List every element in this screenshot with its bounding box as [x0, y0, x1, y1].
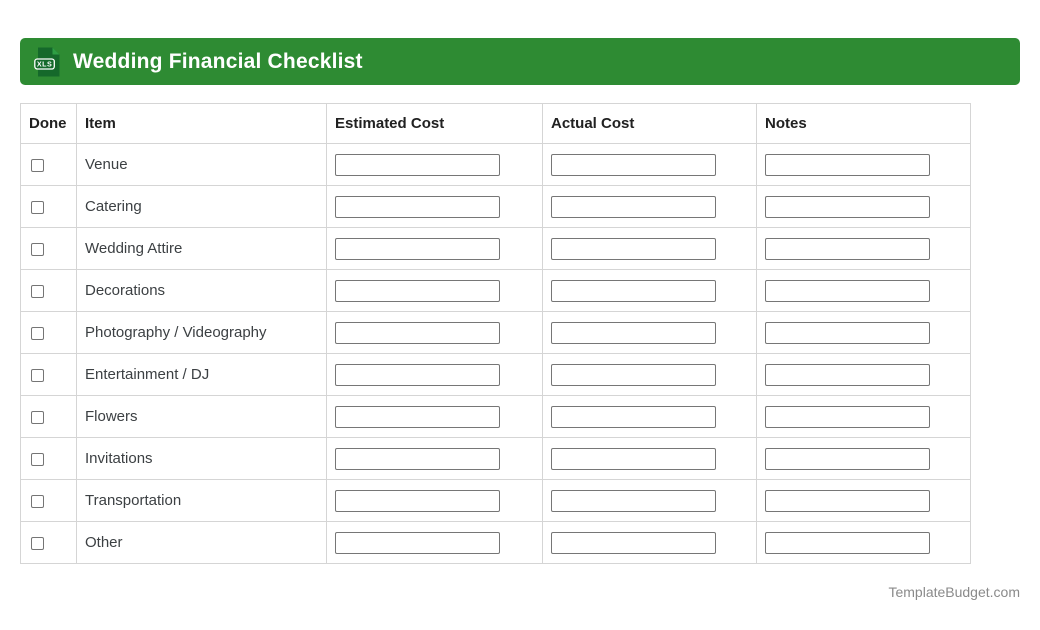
column-header-estimated-cost: Estimated Cost: [327, 104, 543, 144]
notes-cell: [757, 396, 971, 438]
page: [20, 38, 1020, 600]
item-cell: [77, 270, 327, 312]
done-checkbox[interactable]: [31, 453, 44, 466]
actual-cost-cell: [543, 438, 757, 480]
item-cell: [77, 144, 327, 186]
notes-cell: [757, 354, 971, 396]
checklist-table: [20, 103, 971, 564]
table-body: [21, 144, 971, 564]
actual-cost-input[interactable]: [551, 406, 716, 428]
estimated-cost-input[interactable]: [335, 238, 500, 260]
item-label: Entertainment / DJ: [85, 366, 210, 383]
item-cell: [77, 228, 327, 270]
notes-cell: [757, 438, 971, 480]
notes-input[interactable]: [765, 322, 930, 344]
table-row: [21, 396, 971, 438]
item-label: Photography / Videography: [85, 324, 267, 341]
table-row: [21, 144, 971, 186]
actual-cost-input[interactable]: [551, 532, 716, 554]
notes-input[interactable]: [765, 154, 930, 176]
estimated-cost-input[interactable]: [335, 154, 500, 176]
actual-cost-input[interactable]: [551, 364, 716, 386]
actual-cost-cell: [543, 354, 757, 396]
done-checkbox[interactable]: [31, 537, 44, 550]
header-row: [21, 104, 971, 144]
actual-cost-cell: [543, 312, 757, 354]
page-title: Wedding Financial Checklist: [73, 49, 363, 73]
done-checkbox[interactable]: [31, 201, 44, 214]
title-bar: [20, 38, 1020, 85]
site-credit: TemplateBudget.com: [888, 584, 1020, 600]
notes-cell: [757, 522, 971, 564]
estimated-cost-input[interactable]: [335, 280, 500, 302]
actual-cost-input[interactable]: [551, 154, 716, 176]
done-cell: [21, 312, 77, 354]
item-cell: [77, 480, 327, 522]
done-checkbox[interactable]: [31, 369, 44, 382]
table-row: [21, 228, 971, 270]
column-header-actual-cost: Actual Cost: [543, 104, 757, 144]
item-cell: [77, 438, 327, 480]
done-cell: [21, 438, 77, 480]
table-row: [21, 270, 971, 312]
notes-cell: [757, 270, 971, 312]
actual-cost-cell: [543, 396, 757, 438]
done-cell: [21, 480, 77, 522]
actual-cost-cell: [543, 144, 757, 186]
notes-cell: [757, 480, 971, 522]
estimated-cost-cell: [327, 438, 543, 480]
done-checkbox[interactable]: [31, 327, 44, 340]
actual-cost-cell: [543, 270, 757, 312]
item-cell: [77, 522, 327, 564]
done-cell: [21, 186, 77, 228]
table-row: [21, 522, 971, 564]
actual-cost-input[interactable]: [551, 238, 716, 260]
done-cell: [21, 354, 77, 396]
done-cell: [21, 228, 77, 270]
column-header-notes: Notes: [757, 104, 971, 144]
done-cell: [21, 396, 77, 438]
notes-cell: [757, 186, 971, 228]
estimated-cost-cell: [327, 480, 543, 522]
column-header-done: Done: [21, 104, 77, 144]
estimated-cost-cell: [327, 354, 543, 396]
notes-input[interactable]: [765, 406, 930, 428]
estimated-cost-input[interactable]: [335, 532, 500, 554]
done-cell: [21, 522, 77, 564]
estimated-cost-input[interactable]: [335, 448, 500, 470]
estimated-cost-cell: [327, 270, 543, 312]
actual-cost-input[interactable]: [551, 196, 716, 218]
item-label: Transportation: [85, 492, 182, 509]
estimated-cost-cell: [327, 522, 543, 564]
estimated-cost-input[interactable]: [335, 196, 500, 218]
item-label: Venue: [85, 156, 128, 173]
item-cell: [77, 354, 327, 396]
table-row: [21, 312, 971, 354]
notes-cell: [757, 228, 971, 270]
estimated-cost-input[interactable]: [335, 406, 500, 428]
table-row: [21, 354, 971, 396]
estimated-cost-input[interactable]: [335, 364, 500, 386]
item-label: Flowers: [85, 408, 138, 425]
actual-cost-input[interactable]: [551, 322, 716, 344]
item-label: Catering: [85, 198, 142, 215]
notes-input[interactable]: [765, 238, 930, 260]
footer: [20, 584, 1020, 600]
item-cell: [77, 186, 327, 228]
estimated-cost-cell: [327, 144, 543, 186]
estimated-cost-input[interactable]: [335, 490, 500, 512]
actual-cost-cell: [543, 480, 757, 522]
notes-input[interactable]: [765, 490, 930, 512]
notes-input[interactable]: [765, 280, 930, 302]
actual-cost-input[interactable]: [551, 490, 716, 512]
estimated-cost-cell: [327, 312, 543, 354]
item-label: Other: [85, 534, 123, 551]
notes-input[interactable]: [765, 532, 930, 554]
xls-icon-label: XLS: [36, 59, 53, 69]
actual-cost-cell: [543, 522, 757, 564]
done-cell: [21, 270, 77, 312]
notes-input[interactable]: [765, 448, 930, 470]
estimated-cost-input[interactable]: [335, 322, 500, 344]
estimated-cost-cell: [327, 186, 543, 228]
column-header-item: Item: [77, 104, 327, 144]
actual-cost-cell: [543, 228, 757, 270]
item-label: Invitations: [85, 450, 153, 467]
done-checkbox[interactable]: [31, 411, 44, 424]
estimated-cost-cell: [327, 228, 543, 270]
item-cell: [77, 396, 327, 438]
done-cell: [21, 144, 77, 186]
table-row: [21, 438, 971, 480]
actual-cost-cell: [543, 186, 757, 228]
table-row: [21, 480, 971, 522]
done-checkbox[interactable]: [31, 285, 44, 298]
done-checkbox[interactable]: [31, 495, 44, 508]
item-cell: [77, 312, 327, 354]
xls-file-icon: [34, 47, 60, 77]
item-label: Decorations: [85, 282, 166, 299]
actual-cost-input[interactable]: [551, 448, 716, 470]
notes-input[interactable]: [765, 364, 930, 386]
notes-cell: [757, 312, 971, 354]
done-checkbox[interactable]: [31, 159, 44, 172]
item-label: Wedding Attire: [85, 240, 183, 257]
actual-cost-input[interactable]: [551, 280, 716, 302]
table-row: [21, 186, 971, 228]
done-checkbox[interactable]: [31, 243, 44, 256]
estimated-cost-cell: [327, 396, 543, 438]
notes-input[interactable]: [765, 196, 930, 218]
notes-cell: [757, 144, 971, 186]
